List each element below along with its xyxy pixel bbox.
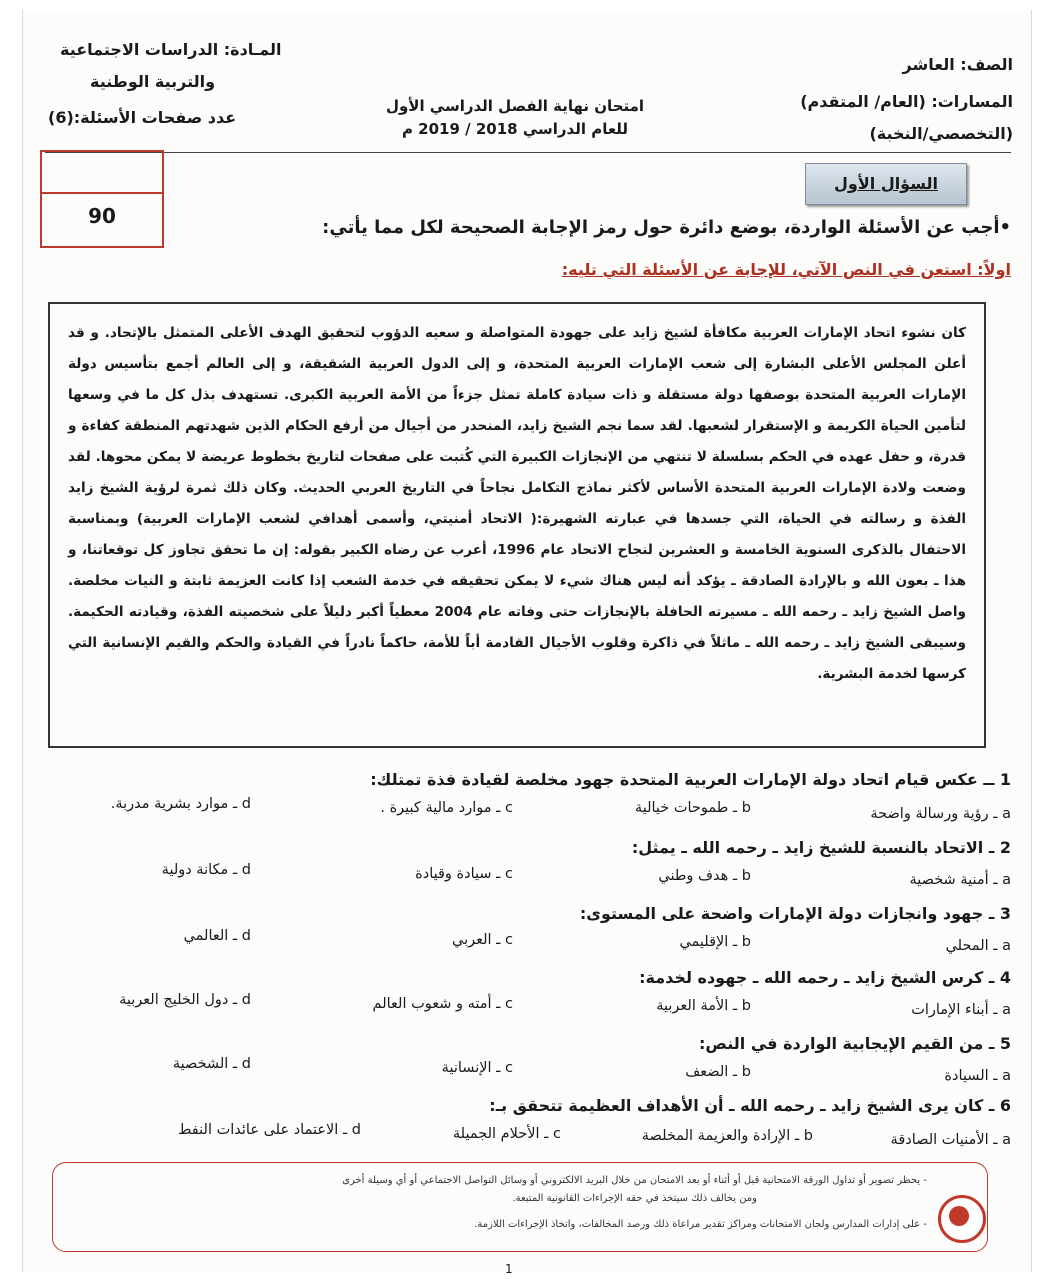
option-b[interactable]: b ـ طموحات خيالية — [634, 800, 751, 816]
option-c[interactable]: c ـ الأحلام الجميلة — [452, 1126, 561, 1142]
option-b[interactable]: b ـ هدف وطني — [658, 868, 751, 884]
tracks-label: المسارات: (العام/ المتقدم) — [800, 92, 1013, 111]
question-stem: 1 ــ عكس قيام اتحاد دولة الإمارات العربية المتحدة جهود مخلصة لقيادة فذة تمتلك: — [370, 770, 1011, 789]
question-stem: 4 ـ كرس الشيخ زايد ـ رحمه الله ـ جهوده لخدمة: — [639, 968, 1011, 987]
notice-line-1: - يحظر تصوير أو تداول الورقة الامتحانية قبل أو أثناء أو بعد الامتحان من خلال البريد الالكتروني أو وسائل التواصل الاجتماعي أو أي وسيلة أخرى — [342, 1175, 927, 1186]
option-a[interactable]: a ـ أبناء الإمارات — [911, 1002, 1011, 1018]
option-d[interactable]: d ـ مكانة دولية — [161, 862, 251, 878]
option-d[interactable]: d ـ دول الخليج العربية — [119, 992, 251, 1008]
question-badge: السؤال الأول — [805, 163, 967, 205]
subject-label-2: والتربية الوطنية — [90, 72, 216, 91]
grade-label: الصف: العاشر — [902, 55, 1013, 74]
option-d[interactable]: d ـ الاعتماد على عائدات النفط — [178, 1122, 361, 1138]
instruction-text: •أجب عن الأسئلة الواردة، بوضع دائرة حول رمز الإجابة الصحيحة لكل مما يأتي: — [322, 217, 1011, 238]
exam-title: امتحان نهاية الفصل الدراسي الأول — [385, 97, 645, 115]
option-a[interactable]: a ـ أمنية شخصية — [909, 872, 1011, 888]
question-stem: 5 ـ من القيم الإيجابية الواردة في النص: — [699, 1034, 1011, 1053]
notice-line-2: ومن يخالف ذلك سيتخذ في حقه الإجراءات القانونية المتبعة. — [512, 1193, 757, 1204]
option-a[interactable]: a ـ المحلي — [945, 938, 1011, 954]
exam-notice-box — [52, 1162, 988, 1252]
option-d[interactable]: d ـ الشخصية — [172, 1056, 251, 1072]
subject-label: المـادة: الدراسات الاجتماعية — [60, 40, 282, 59]
tracks-label-2: (التخصصي/النخبة) — [869, 124, 1013, 143]
option-c[interactable]: c ـ العربي — [451, 932, 513, 948]
option-a[interactable]: a ـ رؤية ورسالة واضحة — [870, 806, 1011, 822]
option-d[interactable]: d ـ العالمي — [183, 928, 251, 944]
question-stem: 2 ـ الاتحاد بالنسبة للشيخ زايد ـ رحمه الله ـ يمثل: — [631, 838, 1011, 857]
option-a[interactable]: a ـ السيادة — [944, 1068, 1011, 1084]
header-divider — [45, 152, 1011, 153]
option-a[interactable]: a ـ الأمنيات الصادقة — [890, 1132, 1011, 1148]
question-stem: 6 ـ كان يرى الشيخ زايد ـ رحمه الله ـ أن الأهداف العظيمة تتحقق بـ: — [489, 1096, 1011, 1115]
option-c[interactable]: c ـ أمته و شعوب العالم — [372, 996, 513, 1012]
option-b[interactable]: b ـ الإقليمي — [679, 934, 751, 950]
score-box-total: 90 — [40, 192, 164, 248]
option-b[interactable]: b ـ الضعف — [685, 1064, 751, 1080]
option-c[interactable]: c ـ موارد مالية كبيرة . — [380, 800, 513, 816]
ministry-seal-icon — [938, 1195, 986, 1243]
option-b[interactable]: b ـ الأمة العربية — [656, 998, 751, 1014]
option-b[interactable]: b ـ الإرادة والعزيمة المخلصة — [641, 1128, 813, 1144]
section-heading: اولاً: استعن في النص الآتي، للإجابة عن الأسئلة التي تليه: — [561, 260, 1011, 279]
score-box-earned[interactable] — [40, 150, 164, 194]
notice-line-3: - على إدارات المدارس ولجان الامتحانات ومراكز تقدير مراعاة ذلك ورصد المخالفات، واتخاذ الإجراءات اللازمة. — [474, 1219, 927, 1230]
option-c[interactable]: c ـ الإنسانية — [441, 1060, 513, 1076]
option-c[interactable]: c ـ سيادة وقيادة — [415, 866, 513, 882]
page-number: 1 — [505, 1262, 513, 1276]
exam-year: للعام الدراسي 2018 / 2019 م — [401, 120, 629, 138]
reading-passage: كان نشوء اتحاد الإمارات العربية مكافأة لشيخ زايد على جهودة المتواصلة و سعيه الدؤوب لتحقيق الهدف الأعلى المتمثل بالإتحاد. و قد أعلن المجلس الأعلى البشارة إلى شعب الإمارات العربية المتحدة، و إلى الدول العربية الشقيقة، و إلى العالم أجمع بتأسيس دولة الإمارات العربية المتحدة بوصفها دولة مستقلة و ذات سيادة كاملة تمثل جزءاً من الأمة العربية الكبرى. تستهدف بذل كل ما في وسعها لتأمين الحياة الكريمة و الإستقرار لشعبها. لقد سما نجم الشيخ زايد، المنحدر من أجيال من أرفع الحكام الذين شهدتهم المنطقة كفاءة و قدرة، و حفل عهده في الحكم بسلسلة لا تنتهي من الإنجازات الكبيرة التي كُتبت على صفحات لتاريخ بخطوط عريضة لا يمكن محوها. لقد وضعت ولادة الإمارات العربية المتحدة الأساس لأكثر نماذج التكامل نجاحاً في التاريخ العربي الحديث. وكان ذلك ثمرة لرؤية الشيخ زايد الفذة و رسالته في الحياة، التي جسدها في عبارته الشهيرة:( الاتحاد أمنيتي، وأسمى أهدافي لشعب الإمارات العربية) وبمناسبة الاحتفال بالذكرى السنوية الخامسة و العشرين لنجاح الاتحاد عام 1996، أعرب عن رضاه الكبير بقوله: إن ما تحقق تجاوز كل توقعاتنا، و هذا ـ بعون الله و بالإرادة الصادقة ـ يؤكد أنه ليس هناك شيء لا يمكن تحقيقه في خدمة الشعب إذا كانت العزيمة ثابتة و النيات مخلصة. واصل الشيخ زايد ـ رحمه الله ـ مسيرته الحافلة بالإنجازات حتى وفاته عام 2004 معطياً أكبر دليلاً على شخصيته الفذة، وقيادته الحكيمة. وسيبقى الشيخ زايد ـ رحمه الله ـ ماثلاً في ذاكرة وقلوب الأجيال القادمة أباً للأمة، حاكماً نادراً في القيادة والحكم والقيم الإنسانية التي كرسها لخدمة البشرية. — [48, 302, 986, 748]
question-stem: 3 ـ جهود وانجازات دولة الإمارات واضحة على المستوى: — [579, 904, 1011, 923]
pages-count: عدد صفحات الأسئلة:(6) — [48, 108, 237, 127]
option-d[interactable]: d ـ موارد بشرية مدربة. — [110, 796, 251, 812]
